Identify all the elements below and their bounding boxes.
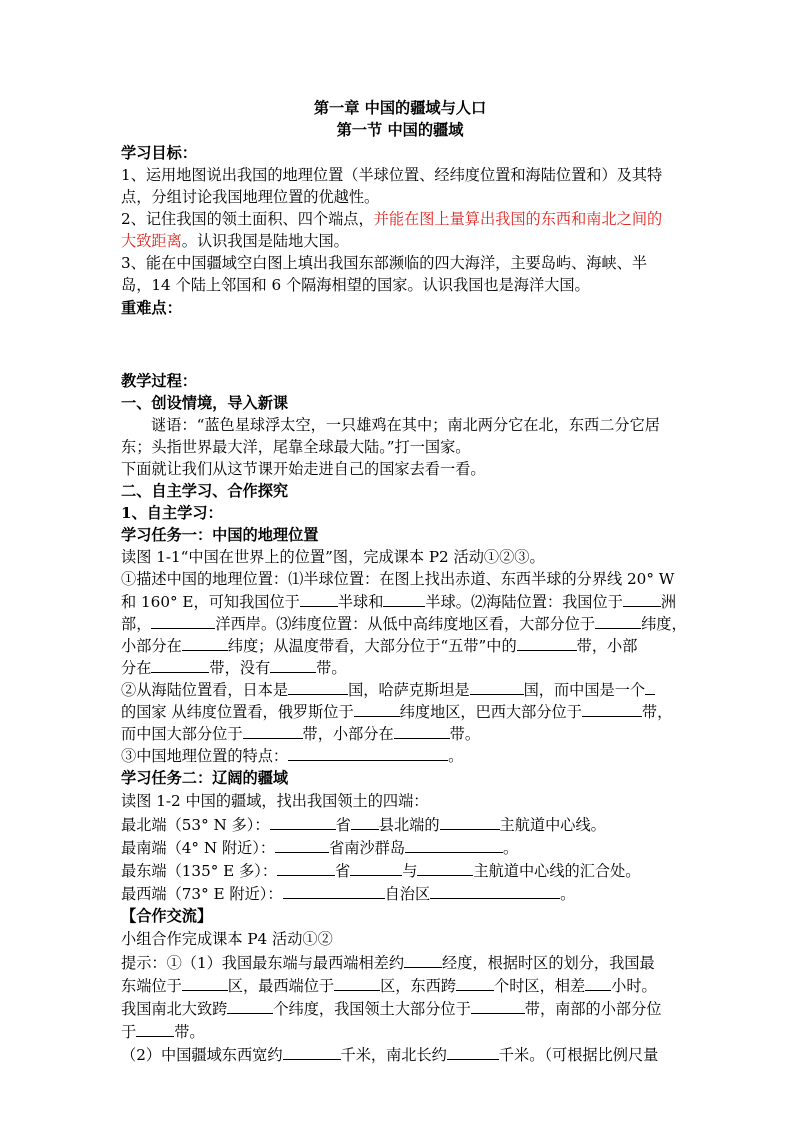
answer-blank[interactable] (645, 678, 655, 695)
text: 最西端（73° E 附近）： (121, 885, 283, 903)
text: 省 (335, 862, 351, 880)
text: 洲 (660, 593, 677, 611)
text: 主航道中心线的汇合处。 (473, 862, 641, 880)
text: 小部分在 (121, 637, 182, 655)
text: 纬度， (641, 615, 687, 633)
hint-1-line-4 (121, 1020, 205, 1042)
task1-q1-line-3 (121, 612, 687, 634)
answer-blank[interactable] (405, 836, 503, 853)
text: 自治区 (384, 885, 431, 903)
self-study-heading: 1、自主学习： (121, 504, 223, 522)
text: 纬度地区，巴西大部分位于 (399, 703, 582, 721)
text: 部， (121, 615, 152, 633)
answer-blank[interactable] (351, 813, 379, 830)
task1-q2-line-1 (121, 678, 655, 700)
answer-blank[interactable] (417, 859, 473, 876)
task2-intro: 读图 1-2 中国的疆域，找出我国领土的四端： (121, 792, 429, 810)
answer-blank[interactable] (283, 1043, 341, 1060)
objectives-heading: 学习目标： (121, 144, 197, 162)
text: 带，小部 (576, 637, 638, 655)
answer-blank[interactable] (354, 700, 400, 717)
answer-blank[interactable] (151, 656, 209, 673)
answer-blank[interactable] (430, 882, 560, 899)
objective-2-line-2 (121, 230, 349, 252)
answer-blank[interactable] (151, 612, 215, 629)
text: 带。 (449, 725, 480, 743)
task2-heading: 学习任务二：辽阔的疆域 (121, 769, 289, 787)
task1-heading: 学习任务一：中国的地理位置 (121, 526, 319, 544)
answer-blank[interactable] (582, 700, 642, 717)
task1-q2-line-2 (121, 700, 672, 722)
text: 带， (641, 703, 673, 721)
answer-blank[interactable] (136, 1020, 174, 1037)
text: 最北端（53° N 多）： (121, 816, 270, 834)
difficulty-heading: 重难点： (121, 299, 182, 317)
hint-1-line-3 (121, 997, 661, 1019)
task1-q2-line-3 (121, 722, 480, 744)
hint-1-line-1 (121, 951, 655, 973)
answer-blank[interactable] (283, 882, 385, 899)
text: 区，最西端位于 (227, 977, 335, 995)
objective-3-line-1: 3、能在中国疆域空白图上填出我国东部濒临的四大海洋，主要岛屿、海峡、半 (121, 254, 648, 272)
text: 带。 (174, 1023, 205, 1041)
answer-blank[interactable] (471, 997, 525, 1014)
answer-blank[interactable] (275, 836, 329, 853)
answer-blank[interactable] (595, 612, 641, 629)
text: 。 (560, 885, 576, 903)
text: 洋西岸。⑶纬度位置：从低中高纬度地区看，大部分位于 (215, 615, 596, 633)
answer-blank[interactable] (517, 634, 577, 651)
text: 分在 (121, 659, 152, 677)
text: 省南沙群岛 (329, 839, 406, 857)
objective-2-text: 2、记住我国的领土面积、四个端点， (121, 210, 374, 228)
text: 的国家 从纬度位置看，俄罗斯位于 (121, 703, 354, 721)
answer-blank[interactable] (182, 974, 228, 991)
text: 经度，根据时区的划分，我国最 (442, 954, 655, 972)
answer-blank[interactable] (300, 590, 338, 607)
objective-2-text-end: 。认识我国是陆地大国。 (181, 232, 349, 250)
text: 带，小部分在 (302, 725, 394, 743)
section-title: 第一节 中国的疆域 (336, 121, 464, 139)
cooperation-intro: 小组合作完成课本 P4 活动①② (121, 930, 333, 948)
task1-q1-line-1: ①描述中国的地理位置：⑴半球位置：在图上找出赤道、东西半球的分界线 20° W (121, 570, 675, 588)
answer-blank[interactable] (470, 678, 524, 695)
answer-blank[interactable] (404, 951, 442, 968)
text: 小时。 (611, 977, 657, 995)
westernmost-point (121, 882, 575, 904)
hint-2 (121, 1043, 658, 1065)
text: 带。 (316, 659, 347, 677)
answer-blank[interactable] (182, 634, 228, 651)
text: 个时区，相差 (494, 977, 586, 995)
text: 纬度；从温度带看，大部分位于“五带”中的 (227, 637, 517, 655)
answer-blank[interactable] (288, 744, 448, 761)
text: 于 (121, 1023, 137, 1041)
cooperation-heading: 【合作交流】 (121, 907, 213, 925)
answer-blank[interactable] (585, 974, 611, 991)
objective-1-line-1: 1、运用地图说出我国的地理位置（半球位置、经纬度位置和海陆位置和）及其特 (121, 166, 663, 184)
text: 。 (448, 747, 464, 765)
answer-blank[interactable] (227, 997, 273, 1014)
text: 而中国大部分位于 (121, 725, 243, 743)
task1-intro: 读图 1-1“中国在世界上的位置”图，完成课本 P2 活动①②③。 (121, 548, 545, 566)
answer-blank[interactable] (243, 722, 303, 739)
answer-blank[interactable] (270, 656, 316, 673)
text: 个纬度，我国领土大部分位于 (273, 1000, 471, 1018)
objective-2-line-1 (121, 208, 662, 230)
answer-blank[interactable] (394, 722, 450, 739)
answer-blank[interactable] (447, 1043, 499, 1060)
text: 最南端（4° N 附近）： (121, 839, 276, 857)
chapter-title: 第一章 中国的疆域与人口 (313, 99, 487, 117)
text: （2）中国疆域东西宽约 (121, 1046, 283, 1064)
text: 东端位于 (121, 977, 182, 995)
answer-blank[interactable] (456, 974, 494, 991)
objective-1-line-2: 点，分组讨论我国地理位置的优越性。 (121, 188, 380, 206)
riddle-line-1: 谜语：“蓝色星球浮太空，一只雄鸡在其中；南北两分它在北，东西二分它居 (151, 416, 660, 434)
text: 带，没有 (209, 659, 271, 677)
text: 。 (503, 839, 519, 857)
text: 带，南部的小部分位 (524, 1000, 662, 1018)
transition-text: 下面就让我们从这节课开始走进自己的国家去看一看。 (121, 460, 486, 478)
part1-heading: 一、创设情境，导入新课 (121, 394, 289, 412)
text: 最东端（135° E 多）： (121, 862, 278, 880)
text: 半球和 (337, 593, 384, 611)
text: 提示：①（1）我国最东端与最西端相差约 (121, 954, 405, 972)
part2-heading: 二、自主学习、合作探究 (121, 482, 289, 500)
riddle-line-2: 东；头指世界最大洋，尾靠全球最大陆。”打一国家。 (121, 438, 471, 456)
answer-blank[interactable] (334, 974, 380, 991)
task1-q1-line-5 (121, 656, 347, 678)
task1-q1-line-2 (121, 590, 676, 612)
objective-2-highlight: 并能在图上量算出我国的东西和南北之间的 (373, 210, 663, 228)
text: 县北端的 (378, 816, 440, 834)
text: 区，东西跨 (380, 977, 456, 995)
objective-2-highlight-end: 大致距离 (121, 232, 182, 250)
text: 我国南北大致跨 (121, 1000, 228, 1018)
text: 与 (402, 862, 418, 880)
easternmost-point (121, 859, 640, 881)
task1-q3 (121, 744, 463, 766)
answer-blank[interactable] (383, 590, 425, 607)
process-heading: 教学过程： (121, 372, 197, 390)
text: 千米，南北长约 (340, 1046, 447, 1064)
objective-3-line-2: 岛，14 个陆上邻国和 6 个隔海相望的国家。认识我国也是海洋大国。 (121, 276, 590, 294)
southernmost-point (121, 836, 518, 858)
text: 和 160° E，可知我国位于 (121, 593, 300, 611)
text: ③中国地理位置的特点： (121, 747, 289, 765)
answer-blank[interactable] (270, 813, 336, 830)
hint-1-line-2 (121, 974, 657, 996)
answer-blank[interactable] (440, 813, 500, 830)
text: 千米。（可根据比例尺量 (498, 1046, 659, 1064)
task1-q1-line-4 (121, 634, 637, 656)
answer-blank[interactable] (288, 678, 348, 695)
answer-blank[interactable] (277, 859, 335, 876)
text: 半球。⑵海陆位置：我国位于 (425, 593, 623, 611)
text: 国，而中国是一个 (523, 681, 646, 699)
northernmost-point (121, 813, 606, 835)
text: 省 (335, 816, 351, 834)
answer-blank[interactable] (350, 859, 402, 876)
text: 主航道中心线。 (499, 816, 606, 834)
answer-blank[interactable] (623, 590, 661, 607)
text: ②从海陆位置看，日本是 (121, 681, 289, 699)
text: 国，哈萨克斯坦是 (348, 681, 470, 699)
